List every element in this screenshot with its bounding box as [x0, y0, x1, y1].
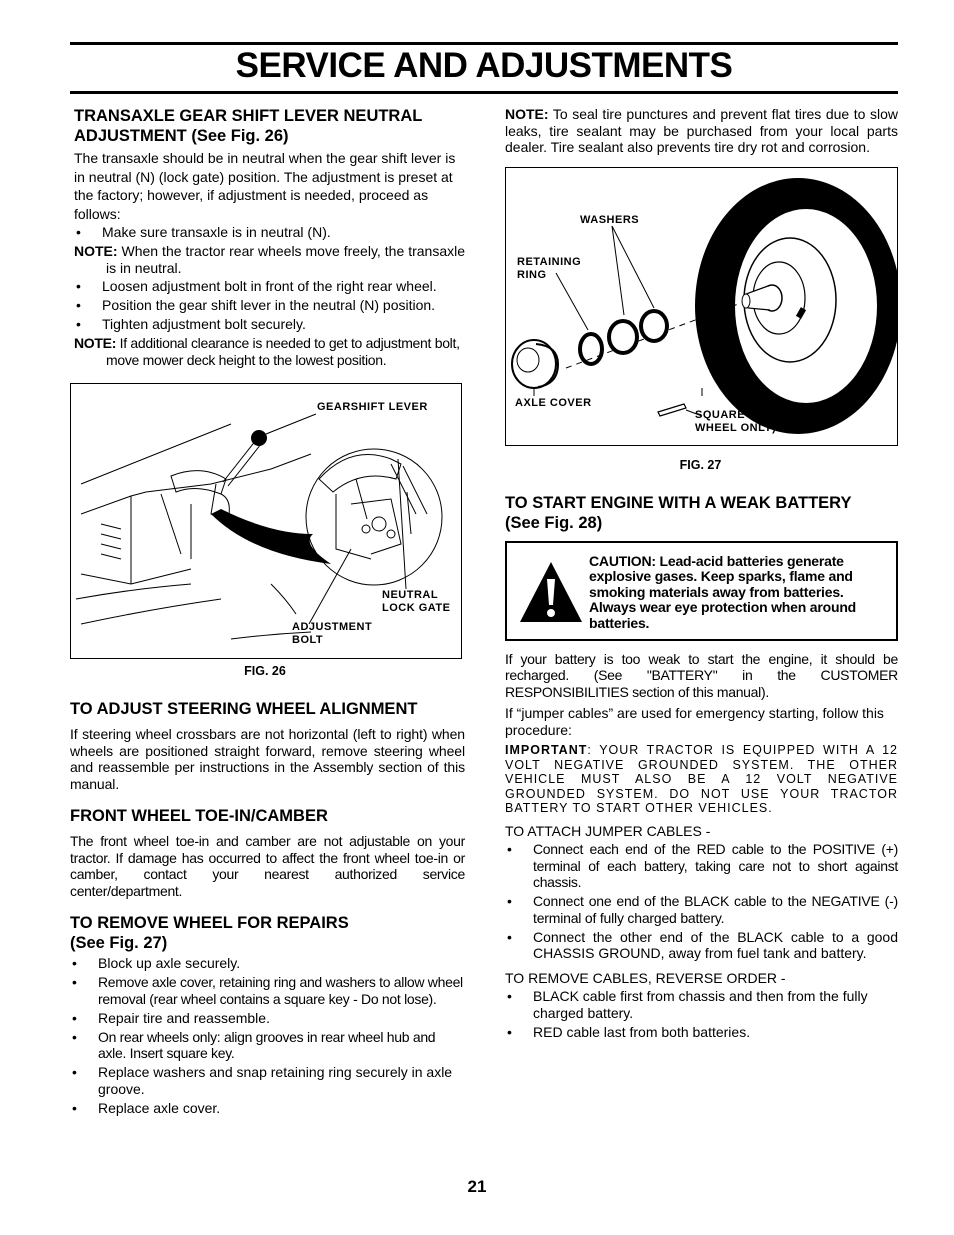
- note: [70, 243, 465, 276]
- note-label: NOTE:: [505, 106, 549, 122]
- section-heading: [505, 493, 898, 533]
- note: [70, 335, 465, 368]
- fig-label-lock-gate: LOCK GATE: [382, 602, 451, 614]
- list-item: • Loosen adjustment bolt in front of the right rear wheel.: [74, 278, 465, 295]
- fig-label-neutral: NEUTRAL: [382, 589, 439, 601]
- fig-label-gearshift: GEARSHIFT LEVER: [317, 401, 428, 413]
- bullet-list: [505, 988, 898, 1040]
- paragraph: If your battery is too weak to start the engine, it should be recharged. (See "BATTERY" in the CUSTOMER RESPONSIBILITIES section of this manual).: [505, 650, 898, 700]
- list-item: • Tighten adjustment bolt securely.: [74, 316, 465, 333]
- caution-box: [505, 541, 898, 641]
- heading-line: TO REMOVE WHEEL FOR REPAIRS: [70, 914, 349, 932]
- fig-label-axle-cover: AXLE COVER: [515, 396, 592, 409]
- paragraph: If steering wheel crossbars are not horizontal (left to right) when wheels are positioned straight forward, remove steering wheel and reassemble per instructions in the Assembly section of this manual.: [70, 726, 465, 792]
- section-weak-battery: [505, 493, 898, 1041]
- subheading: TO REMOVE CABLES, REVERSE ORDER -: [505, 969, 786, 986]
- caution-text: CAUTION: Lead-acid batteries generate explosive gases. Keep sparks, flame and smoking materials away from batteries. Always wear eye protection when around batteries.: [589, 552, 857, 631]
- note-text: If additional clearance is needed to get to adjustment bolt, move mower deck height to the lowest position.: [106, 335, 460, 368]
- heading-line: TO START ENGINE WITH A WEAK BATTERY: [505, 493, 852, 512]
- bullet-list: [70, 955, 465, 1116]
- list-item: • RED cable last from both batteries.: [505, 1024, 898, 1041]
- section-heading: [70, 913, 465, 953]
- list-item: • Repair tire and reassemble.: [70, 1010, 465, 1027]
- figure-26: [70, 383, 462, 659]
- section-remove-wheel: [70, 913, 465, 1116]
- section-steering-alignment: [70, 699, 465, 792]
- figure-27: [505, 167, 898, 446]
- section-transaxle-neutral: [70, 106, 465, 368]
- figure-26-caption: FIG. 26: [244, 664, 286, 678]
- title-rule-top: [70, 42, 898, 45]
- list-item: • Replace washers and snap retaining ring securely in axle groove.: [70, 1064, 465, 1097]
- page-number: 21: [467, 1177, 487, 1196]
- fig-label-square-key: SQUARE KEY (REAR: [695, 408, 814, 421]
- important-text: : YOUR TRACTOR IS EQUIPPED WITH A 12 VOLT NEGATIVE GROUNDED SYSTEM. THE OTHER VEHICLE MUST ALSO BE A 12 VOLT NEGATIVE GROUNDED SYSTEM. DO NOT USE YOUR TRACTOR BATTERY TO START OTHER VEHICLES.: [505, 743, 898, 815]
- list-item: • Connect each end of the RED cable to the POSITIVE (+) terminal of each battery, taking care not to short against chassis.: [505, 841, 898, 891]
- fig-label-ring: RING: [517, 268, 547, 281]
- list-item: • Make sure transaxle is in neutral (N).: [74, 224, 465, 241]
- note-label: NOTE:: [74, 335, 117, 351]
- title-rule-bottom: [70, 91, 898, 94]
- left-column: [70, 106, 465, 1119]
- list-item: • Remove axle cover, retaining ring and washers to allow wheel removal (rear wheel contains a square key - Do not lose).: [70, 974, 465, 1007]
- list-item: • Position the gear shift lever in the neutral (N) position.: [74, 297, 465, 314]
- important-notice: [505, 743, 898, 816]
- section-heading: FRONT WHEEL TOE-IN/CAMBER: [70, 807, 328, 825]
- note-label: NOTE:: [74, 243, 118, 259]
- list-item: • BLACK cable first from chassis and then from the fully charged battery.: [505, 988, 898, 1021]
- section-front-wheel: [70, 806, 465, 899]
- gearshift-illustration: [71, 384, 461, 658]
- figure-27-caption: FIG. 27: [679, 457, 722, 472]
- fig-label-retaining: RETAINING: [517, 255, 582, 268]
- list-item: • Block up axle securely.: [70, 955, 465, 972]
- heading-line: (See Fig. 28): [505, 513, 603, 532]
- list-item: • Connect the other end of the BLACK cable to a good CHASSIS GROUND, away from fuel tank and battery.: [505, 929, 898, 962]
- page-title: SERVICE AND ADJUSTMENTS: [235, 46, 733, 85]
- fig-label-bolt: BOLT: [292, 634, 324, 646]
- warning-icon: [517, 559, 585, 627]
- heading-line: (See Fig. 27): [70, 934, 168, 952]
- subheading: TO ATTACH JUMPER CABLES -: [505, 822, 711, 839]
- section-heading: TRANSAXLE GEAR SHIFT LEVER NEUTRAL ADJUSTMENT (See Fig. 26): [74, 107, 423, 145]
- list-item: • Connect one end of the BLACK cable to the NEGATIVE (-) terminal of fully charged battery.: [505, 893, 898, 926]
- section-heading: TO ADJUST STEERING WHEEL ALIGNMENT: [70, 700, 418, 718]
- paragraph: The front wheel toe-in and camber are not adjustable on your tractor. If damage has occurred to affect the front wheel toe-in or camber, contact your nearest authorized service center/department.: [70, 833, 465, 899]
- paragraph: If “jumper cables” are used for emergency starting, follow this procedure:: [505, 705, 884, 738]
- fig-label-wheel-only: WHEEL ONLY): [695, 421, 777, 434]
- fig-label-washers: WASHERS: [580, 213, 640, 226]
- right-column: [505, 106, 898, 1043]
- note-paragraph: [505, 106, 898, 156]
- note-text: When the tractor rear wheels move freely, the transaxle is in neutral.: [106, 243, 465, 276]
- note-text: To seal tire punctures and prevent flat tires due to slow leaks, tire sealant may be purchased from your local parts dealer. Tire sealant also prevents tire dry rot and corrosion.: [505, 106, 898, 155]
- fig-label-adjustment: ADJUSTMENT: [292, 621, 373, 633]
- bullet-list: [70, 278, 465, 333]
- list-item: • On rear wheels only: align grooves in rear wheel hub and axle. Insert square key.: [70, 1029, 465, 1062]
- paragraph: The transaxle should be in neutral when the gear shift lever is in neutral (N) (lock gate) position. The adjustment is preset at the factory; however, if adjustment is needed, proceed as follows:: [74, 150, 456, 222]
- bullet-list: [505, 841, 898, 962]
- important-label: IMPORTANT: [505, 743, 588, 757]
- bullet-list: [70, 224, 465, 241]
- list-item: • Replace axle cover.: [70, 1100, 465, 1117]
